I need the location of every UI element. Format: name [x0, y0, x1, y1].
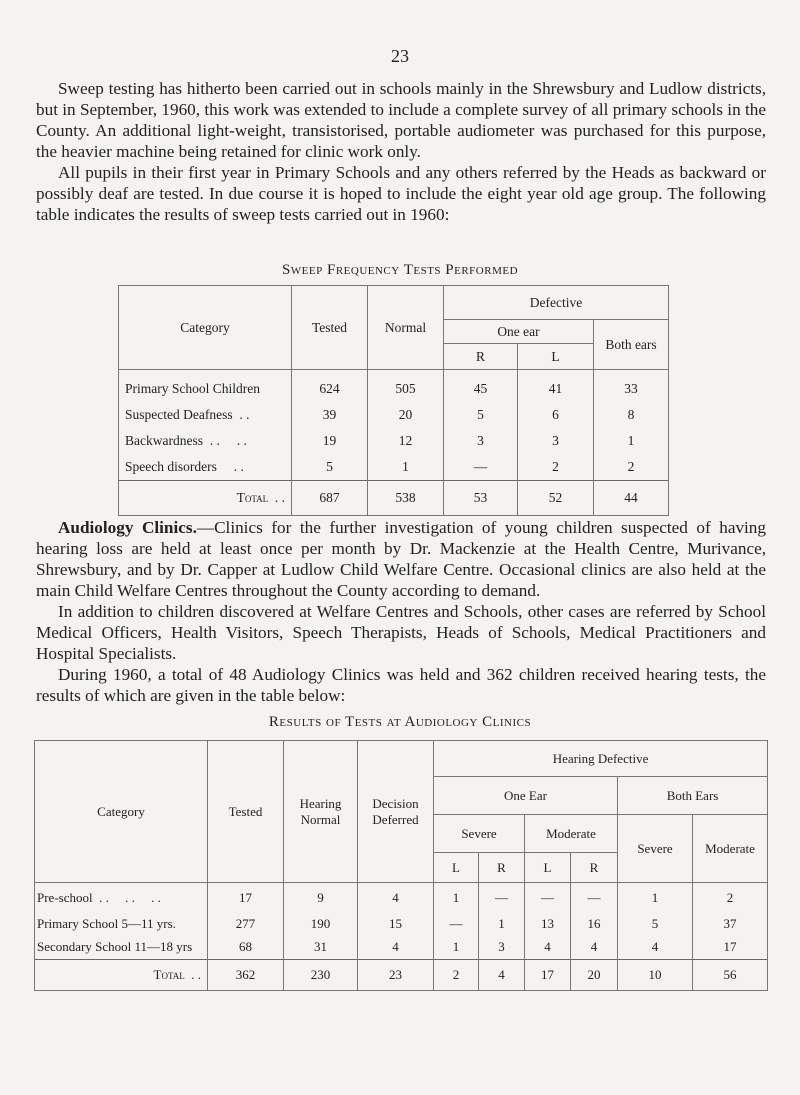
- cell: 687: [292, 481, 368, 516]
- cell: 10: [618, 959, 693, 990]
- paragraph-text: —Clinics for the further investigation of young children suspected of having hearing loss are held at least once per month by Dr. Mackenzie at the Health Centre, Murivance, Shrewsbury, and by Dr. Capper at Ludlow Child Welfare Centre. Occasional clinics are also held at the main Child Welfare Centres throughout the County according to demand.: [36, 518, 766, 600]
- cell: 6: [518, 402, 594, 428]
- cell: Total . .: [35, 959, 208, 990]
- cell: 2: [594, 454, 669, 481]
- cell: 3: [444, 428, 518, 454]
- cell: 4: [571, 936, 618, 960]
- cell: —: [444, 454, 518, 481]
- header-l: L: [434, 853, 479, 883]
- header-moderate: Moderate: [525, 815, 618, 853]
- cell: —: [525, 883, 571, 913]
- cell: —: [434, 913, 479, 936]
- paragraph: Sweep testing has hitherto been carried out in schools mainly in the Shrewsbury and Ludlow districts, but in September, 1960, this work was extended to include a complete survey of all primary schools in the County. An additional light-weight, transistorised, portable audiometer was purchased for this purpose, the heavier machine being retained for clinic work only.: [36, 79, 766, 161]
- cell: 538: [368, 481, 444, 516]
- cell: 5: [618, 913, 693, 936]
- cell: 41: [518, 370, 594, 403]
- paragraph: During 1960, a total of 48 Audiology Clinics was held and 362 children received hearing tests, the results of which are given in the table below:: [36, 665, 766, 705]
- cell: —: [479, 883, 525, 913]
- cell: Speech disorders . .: [119, 454, 292, 481]
- header-l: L: [518, 344, 594, 370]
- cell: 17: [525, 959, 571, 990]
- header-r: R: [571, 853, 618, 883]
- table-row: [119, 370, 669, 403]
- header-r: R: [444, 344, 518, 370]
- section-heading: Audiology Clinics.: [58, 518, 197, 537]
- cell: Secondary School 11—18 yrs: [35, 936, 208, 960]
- header-severe: Severe: [434, 815, 525, 853]
- cell: 190: [284, 913, 358, 936]
- cell: Primary School Children: [119, 370, 292, 403]
- cell: 4: [525, 936, 571, 960]
- cell: 19: [292, 428, 368, 454]
- cell: 39: [292, 402, 368, 428]
- paragraph: In addition to children discovered at Welfare Centres and Schools, other cases are referred by School Medical Officers, Health Visitors, Speech Therapists, Heads of Schools, Medical Practitioners and Hospital Specialists.: [36, 602, 766, 663]
- table-row: [35, 936, 768, 960]
- cell: Primary School 5—11 yrs.: [35, 913, 208, 936]
- cell: 1: [594, 428, 669, 454]
- cell: 12: [368, 428, 444, 454]
- cell: Total . .: [119, 481, 292, 516]
- header-both-severe: Severe: [618, 815, 693, 883]
- header-hearing-defective: Hearing Defective: [434, 741, 768, 777]
- cell: 5: [444, 402, 518, 428]
- cell: 56: [693, 959, 768, 990]
- header-both-ears: Both ears: [594, 320, 669, 370]
- header-tested: Tested: [208, 741, 284, 883]
- header-one-ear: One Ear: [434, 777, 618, 815]
- cell: 9: [284, 883, 358, 913]
- cell: Suspected Deafness . .: [119, 402, 292, 428]
- cell: 362: [208, 959, 284, 990]
- cell: 2: [693, 883, 768, 913]
- cell: 230: [284, 959, 358, 990]
- audiology-results-table: [34, 740, 768, 991]
- table2-caption: Results of Tests at Audiology Clinics: [268, 714, 532, 730]
- cell: 33: [594, 370, 669, 403]
- header-decision-deferred: Decision Deferred: [358, 741, 434, 883]
- header-category: Category: [35, 741, 208, 883]
- header-hearing-normal: Hearing Normal: [284, 741, 358, 883]
- paragraph: [36, 517, 766, 601]
- cell: 23: [358, 959, 434, 990]
- cell: 15: [358, 913, 434, 936]
- header-both-ears: Both Ears: [618, 777, 768, 815]
- cell: 624: [292, 370, 368, 403]
- cell: 20: [571, 959, 618, 990]
- cell: 1: [434, 883, 479, 913]
- table1-caption: Sweep Frequency Tests Performed: [281, 262, 519, 278]
- cell: 52: [518, 481, 594, 516]
- cell: 53: [444, 481, 518, 516]
- cell: 277: [208, 913, 284, 936]
- cell: 505: [368, 370, 444, 403]
- cell: 1: [479, 913, 525, 936]
- cell: 3: [479, 936, 525, 960]
- cell: Pre-school . . . . . .: [35, 883, 208, 913]
- total-row: [35, 959, 768, 990]
- cell: 1: [368, 454, 444, 481]
- header-category: Category: [119, 286, 292, 370]
- cell: 4: [358, 883, 434, 913]
- cell: 17: [693, 936, 768, 960]
- cell: —: [571, 883, 618, 913]
- cell: 4: [618, 936, 693, 960]
- table-row: [119, 428, 669, 454]
- cell: 4: [358, 936, 434, 960]
- header-one-ear: One ear: [444, 320, 594, 344]
- cell: 8: [594, 402, 669, 428]
- header-r: R: [479, 853, 525, 883]
- cell: 31: [284, 936, 358, 960]
- cell: 2: [434, 959, 479, 990]
- cell: 17: [208, 883, 284, 913]
- cell: 45: [444, 370, 518, 403]
- sweep-tests-table: [118, 285, 669, 516]
- cell: 3: [518, 428, 594, 454]
- paragraph: All pupils in their first year in Primary Schools and any others referred by the Heads as backward or possibly deaf are tested. In due course it is hoped to include the eight year old age group. The following table indicates the results of sweep tests carried out in 1960:: [36, 163, 766, 224]
- header-normal: Normal: [368, 286, 444, 370]
- cell: 5: [292, 454, 368, 481]
- total-row: [119, 481, 669, 516]
- table-row: [35, 883, 768, 913]
- header-both-moderate: Moderate: [693, 815, 768, 883]
- header-defective: Defective: [444, 286, 669, 320]
- cell: 37: [693, 913, 768, 936]
- cell: 68: [208, 936, 284, 960]
- cell: 44: [594, 481, 669, 516]
- cell: 16: [571, 913, 618, 936]
- cell: Backwardness . . . .: [119, 428, 292, 454]
- cell: 1: [618, 883, 693, 913]
- table-row: [35, 913, 768, 936]
- cell: 2: [518, 454, 594, 481]
- header-tested: Tested: [292, 286, 368, 370]
- cell: 13: [525, 913, 571, 936]
- page-number: 23: [391, 46, 409, 66]
- cell: 1: [434, 936, 479, 960]
- table-row: [119, 402, 669, 428]
- header-l: L: [525, 853, 571, 883]
- table-row: [119, 454, 669, 481]
- cell: 4: [479, 959, 525, 990]
- cell: 20: [368, 402, 444, 428]
